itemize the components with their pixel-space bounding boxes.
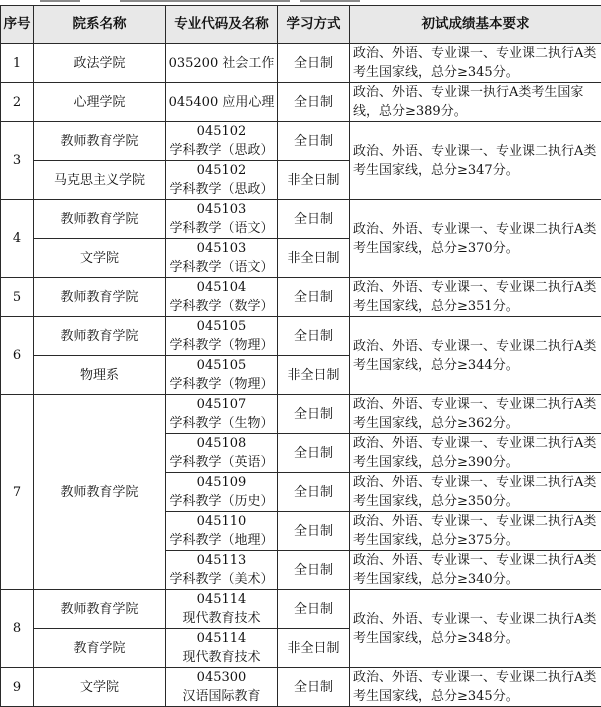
major-name: 应用心理: [222, 95, 274, 110]
table-row: [1, 668, 601, 707]
study-mode: 全日制: [278, 395, 350, 434]
study-mode: 全日制: [278, 434, 350, 473]
department-name: 政法学院: [34, 44, 166, 83]
major-code: 045114: [168, 590, 275, 609]
department-name: 文学院: [34, 668, 166, 707]
department-name: 马克思主义学院: [34, 161, 166, 200]
department-name: 教师教育学院: [34, 278, 166, 317]
score-requirement: 政治、外语、专业课一、专业课二执行A类考生国家线，总分≥348分。: [350, 590, 601, 668]
department-name: 心理学院: [34, 83, 166, 122]
major-code: 045108: [168, 434, 275, 453]
row-index: 1: [1, 44, 34, 83]
study-mode: 全日制: [278, 668, 350, 707]
major-name: 学科教学（语文）: [168, 219, 275, 238]
major-name: 学科教学（思政）: [168, 180, 275, 199]
major-name: 学科教学（思政）: [168, 141, 275, 160]
major-code: 045103: [168, 239, 275, 258]
row-index: 8: [1, 590, 34, 668]
major-code: 045104: [168, 278, 275, 297]
major-name: 社会工作: [222, 56, 274, 71]
table-row: [1, 395, 601, 434]
study-mode: 非全日制: [278, 161, 350, 200]
header-mode: 学习方式: [278, 6, 350, 44]
score-requirement: 政治、外语、专业课一、专业课二执行A类考生国家线，总分≥347分。: [350, 122, 601, 200]
header-major: 专业代码及名称: [166, 6, 278, 44]
major-name: 汉语国际教育: [168, 687, 275, 706]
major-code: 045113: [168, 551, 275, 570]
score-requirement: 政治、外语、专业课一执行A类考生国家线，总分≥389分。: [350, 83, 601, 122]
study-mode: 全日制: [278, 200, 350, 239]
study-mode: 非全日制: [278, 356, 350, 395]
major-code: 045102: [168, 122, 275, 141]
study-mode: 全日制: [278, 44, 350, 83]
department-name: 教育学院: [34, 629, 166, 668]
major-code-name: [166, 278, 278, 317]
study-mode: 全日制: [278, 473, 350, 512]
study-mode: 全日制: [278, 83, 350, 122]
department-name: 教师教育学院: [34, 395, 166, 590]
major-code: 045103: [168, 200, 275, 219]
row-index: 3: [1, 122, 34, 200]
header-department: 院系名称: [34, 6, 166, 44]
score-requirement: 政治、外语、专业课一、专业课二执行A类考生国家线，总分≥370分。: [350, 200, 601, 278]
major-code-name: [166, 629, 278, 668]
row-index: 7: [1, 395, 34, 590]
major-code: 045107: [168, 395, 275, 414]
row-index: 2: [1, 83, 34, 122]
major-code: 045105: [168, 356, 275, 375]
major-name: 现代教育技术: [168, 648, 275, 667]
major-name: 现代教育技术: [168, 609, 275, 628]
study-mode: 全日制: [278, 122, 350, 161]
score-requirement: 政治、外语、专业课一、专业课二执行A类考生国家线，总分≥350分。: [350, 473, 601, 512]
major-code-name: [166, 590, 278, 629]
major-code-name: [166, 200, 278, 239]
department-name: 教师教育学院: [34, 122, 166, 161]
study-mode: 非全日制: [278, 239, 350, 278]
study-mode: 全日制: [278, 590, 350, 629]
row-index: 4: [1, 200, 34, 278]
department-name: 教师教育学院: [34, 590, 166, 629]
major-code-name: [166, 161, 278, 200]
department-name: 物理系: [34, 356, 166, 395]
study-mode: 全日制: [278, 551, 350, 590]
study-mode: 非全日制: [278, 629, 350, 668]
major-code: 045102: [168, 161, 275, 180]
major-code: 035200: [169, 56, 219, 71]
major-code-name: [166, 434, 278, 473]
table-row: [1, 278, 601, 317]
score-requirement: 政治、外语、专业课一、专业课二执行A类考生国家线，总分≥345分。: [350, 668, 601, 707]
major-code-name: [166, 551, 278, 590]
major-code-name: [166, 317, 278, 356]
major-name: 学科教学（地理）: [168, 531, 275, 550]
score-requirement: 政治、外语、专业课一、专业课二执行A类考生国家线，总分≥340分。: [350, 551, 601, 590]
major-code-name: [166, 356, 278, 395]
row-index: 5: [1, 278, 34, 317]
major-code: 045114: [168, 629, 275, 648]
major-name: 学科教学（物理）: [168, 375, 275, 394]
major-name: 学科教学（生物）: [168, 414, 275, 433]
header-index: 序号: [1, 6, 34, 44]
table-row: [1, 317, 601, 356]
header-requirement: 初试成绩基本要求: [350, 6, 601, 44]
major-code-name: [166, 473, 278, 512]
major-code: 045109: [168, 473, 275, 492]
major-code-name: [166, 83, 278, 122]
score-requirement: 政治、外语、专业课一、专业课二执行A类考生国家线，总分≥375分。: [350, 512, 601, 551]
major-name: 学科教学（数学）: [168, 297, 275, 316]
major-code-name: [166, 512, 278, 551]
table-row: [1, 122, 601, 161]
table-row: [1, 200, 601, 239]
major-code: 045105: [168, 317, 275, 336]
major-code: 045300: [168, 668, 275, 687]
major-code-name: [166, 239, 278, 278]
department-name: 教师教育学院: [34, 317, 166, 356]
study-mode: 全日制: [278, 278, 350, 317]
table-row: [1, 83, 601, 122]
major-name: 学科教学（物理）: [168, 336, 275, 355]
admission-requirements-table: [0, 5, 601, 707]
major-name: 学科教学（英语）: [168, 453, 275, 472]
study-mode: 全日制: [278, 512, 350, 551]
major-name: 学科教学（美术）: [168, 570, 275, 589]
score-requirement: 政治、外语、专业课一、专业课二执行A类考生国家线，总分≥351分。: [350, 278, 601, 317]
major-code-name: [166, 395, 278, 434]
score-requirement: 政治、外语、专业课一、专业课二执行A类考生国家线，总分≥390分。: [350, 434, 601, 473]
major-code: 045110: [168, 512, 275, 531]
major-name: 学科教学（语文）: [168, 258, 275, 277]
department-name: 文学院: [34, 239, 166, 278]
table-header-row: [1, 6, 601, 44]
score-requirement: 政治、外语、专业课一、专业课二执行A类考生国家线，总分≥362分。: [350, 395, 601, 434]
table-row: [1, 590, 601, 629]
major-code: 045400: [169, 95, 219, 110]
score-requirement: 政治、外语、专业课一、专业课二执行A类考生国家线，总分≥344分。: [350, 317, 601, 395]
major-code-name: [166, 44, 278, 83]
row-index: 6: [1, 317, 34, 395]
department-name: 教师教育学院: [34, 200, 166, 239]
score-requirement: 政治、外语、专业课一、专业课二执行A类考生国家线，总分≥345分。: [350, 44, 601, 83]
major-name: 学科教学（历史）: [168, 492, 275, 511]
major-code-name: [166, 122, 278, 161]
table-row: [1, 44, 601, 83]
study-mode: 全日制: [278, 317, 350, 356]
row-index: 9: [1, 668, 34, 707]
major-code-name: [166, 668, 278, 707]
